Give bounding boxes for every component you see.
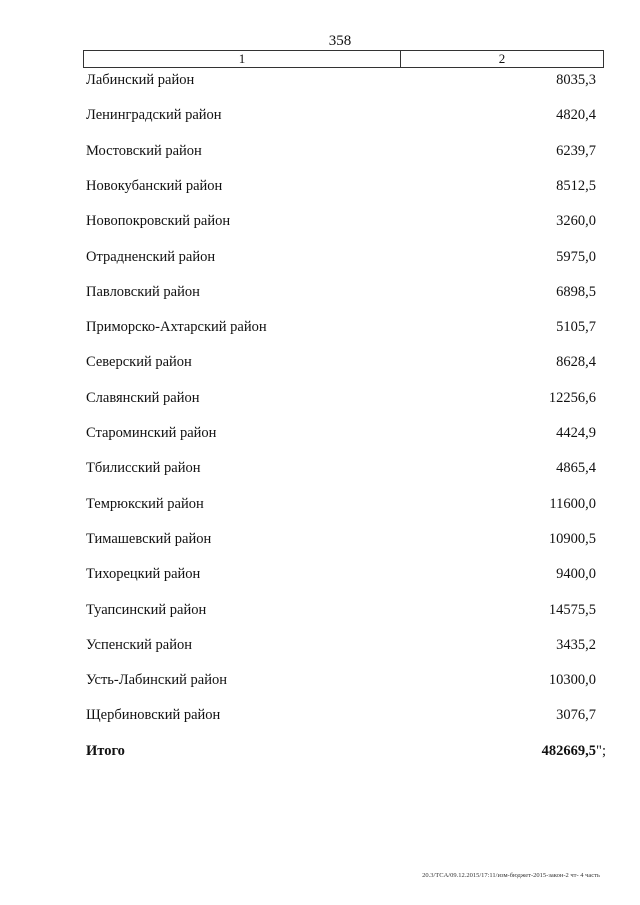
table-row (86, 176, 596, 196)
district-name: Отрадненский район (86, 248, 216, 265)
district-value: 14575,5 (548, 601, 596, 618)
district-name: Усть-Лабинский район (86, 672, 227, 689)
column-header-1: 1 (84, 51, 401, 67)
district-name: Славянский район (86, 389, 200, 406)
table-row (86, 635, 596, 655)
total-suffix: "; (596, 742, 606, 759)
total-value (542, 741, 606, 761)
district-value: 9400,0 (556, 566, 596, 583)
table-row (86, 247, 596, 267)
table-row (86, 282, 596, 302)
page-number: 358 (328, 33, 352, 49)
district-value: 5105,7 (556, 319, 596, 336)
table-row (86, 141, 596, 161)
district-value: 4865,4 (556, 460, 596, 477)
district-value: 5975,0 (556, 248, 596, 265)
district-name: Темрюкский район (86, 495, 204, 512)
district-name: Новокубанский район (86, 177, 223, 194)
district-name: Успенский район (86, 636, 192, 653)
district-name: Северский район (86, 354, 192, 371)
table-row (86, 600, 596, 620)
district-name: Тбилисский район (86, 460, 201, 477)
table-row (86, 705, 596, 725)
district-value: 3076,7 (556, 707, 596, 724)
district-value: 12256,6 (548, 389, 596, 406)
district-name: Приморско-Ахтарский район (86, 319, 267, 336)
district-name: Туапсинский район (86, 601, 207, 618)
total-amount: 482669,5 (541, 742, 597, 759)
table-row (86, 352, 596, 372)
district-name: Мостовский район (86, 142, 202, 159)
district-name: Павловский район (86, 283, 200, 300)
column-header-2: 2 (498, 51, 506, 66)
table-row (86, 423, 596, 443)
table-row (86, 70, 596, 90)
table-row (86, 105, 596, 125)
district-value: 10300,0 (548, 672, 596, 689)
table-row (86, 494, 596, 514)
table-row (86, 211, 596, 231)
district-value: 8035,3 (556, 72, 596, 88)
district-value: 3435,2 (556, 636, 596, 653)
district-value: 4424,9 (556, 425, 596, 441)
district-name: Тимашевский район (86, 530, 212, 547)
district-value: 8512,5 (556, 177, 596, 194)
footer-reference: 20.3/TCA/09.12.2015/17:11/изм-бюджет-2015-закон-2 чт- 4 часть (422, 872, 600, 879)
total-label: Итого (86, 742, 125, 759)
table-header (83, 50, 604, 68)
district-value: 11600,0 (549, 495, 596, 512)
table-row (86, 670, 596, 690)
table-row (86, 388, 596, 408)
district-name: Ленинградский район (86, 107, 222, 124)
district-name: Тихорецкий район (86, 566, 201, 583)
district-name: Староминский район (86, 425, 217, 441)
table-row (86, 458, 596, 478)
table-row (86, 317, 596, 337)
table-row (86, 529, 596, 549)
total-row (86, 741, 606, 761)
district-value: 10900,5 (548, 530, 596, 547)
district-name: Лабинский район (86, 72, 195, 88)
district-value: 3260,0 (556, 213, 596, 230)
district-value: 6898,5 (556, 283, 596, 300)
district-value: 6239,7 (556, 142, 596, 159)
table-row (86, 564, 596, 584)
district-value: 4820,4 (556, 107, 596, 124)
district-name: Новопокровский район (86, 213, 231, 230)
district-name: Щербиновский район (86, 707, 221, 724)
district-value: 8628,4 (556, 354, 596, 371)
